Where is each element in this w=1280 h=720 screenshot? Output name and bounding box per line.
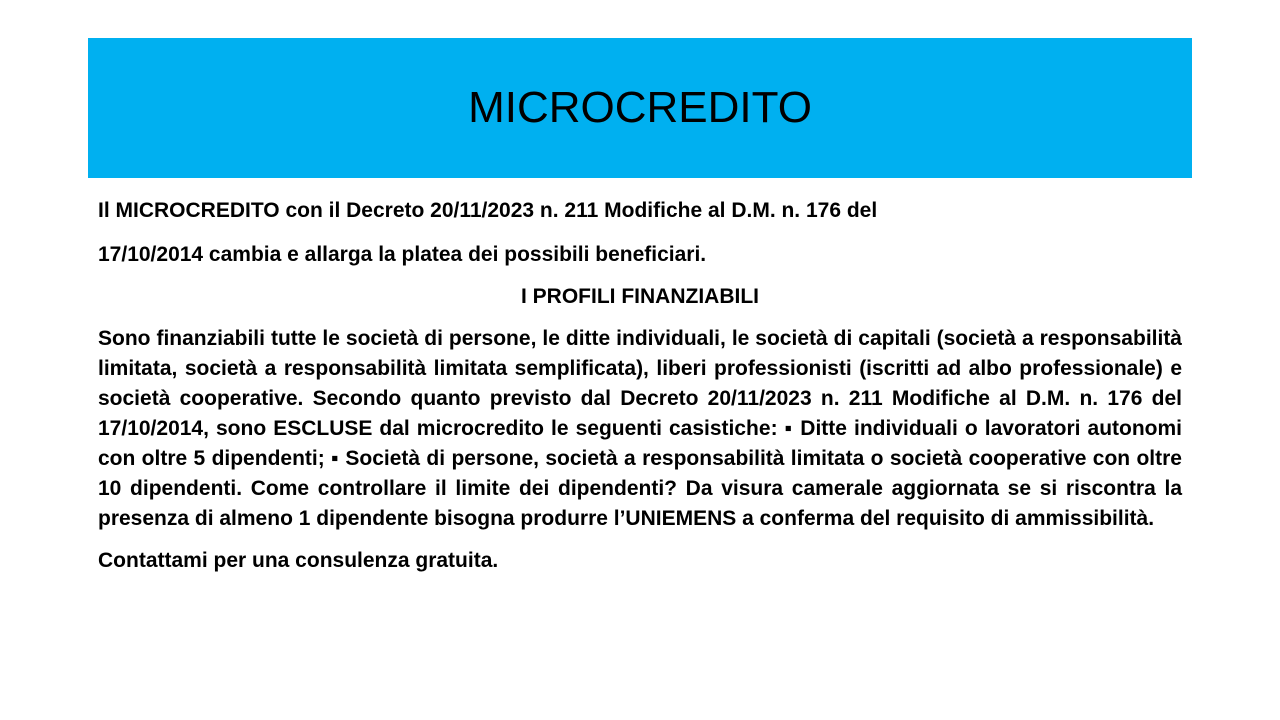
slide-body <box>98 196 1182 576</box>
title-banner <box>88 38 1192 178</box>
slide-title: MICROCREDITO <box>468 83 812 132</box>
main-paragraph: Sono finanziabili tutte le società di persone, le ditte individuali, le società di capitali (società a responsabilità limitata, società a responsabilità limitata semplificata), liberi professionisti (iscritti ad albo professionale) e società cooperative. Secondo quanto previsto dal Decreto 20/11/2023 n. 211 Modifiche al D.M. n. 176 del 17/10/2014, sono ESCLUSE dal microcredito le seguenti casistiche: ▪ Ditte individuali o lavoratori autonomi con oltre 5 dipendenti; ▪ Società di persone, società a responsabilità limitata o società cooperative con oltre 10 dipendenti. Come controllare il limite dei dipendenti? Da visura camerale aggiornata se si riscontra la presenza di almeno 1 dipendente bisogna produrre l’UNIEMENS a conferma del requisito di ammissibilità. <box>98 327 1182 530</box>
section-subheading: I PROFILI FINANZIABILI <box>521 285 759 308</box>
intro-line-2: 17/10/2014 cambia e allarga la platea dei possibili beneficiari. <box>98 243 707 266</box>
closing-line: Contattami per una consulenza gratuita. <box>98 549 499 572</box>
intro-line-1: Il MICROCREDITO con il Decreto 20/11/2023 n. 211 Modifiche al D.M. n. 176 del <box>98 199 878 222</box>
